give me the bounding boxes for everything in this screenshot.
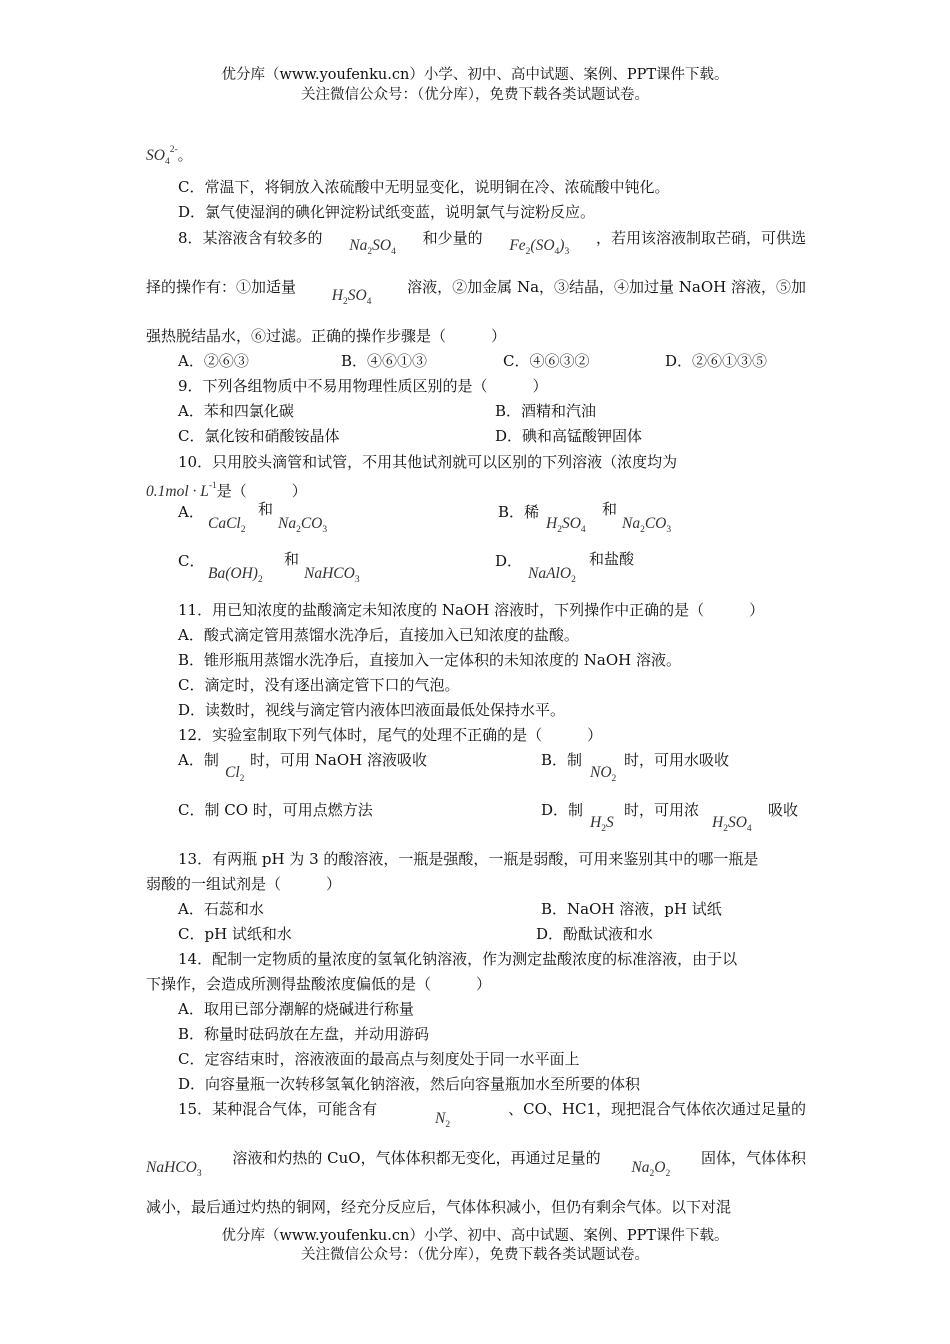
q8-stem-line-1: 8．某溶液含有较多的 $Na_2SO_4$ 和少量的 $Fe_2(SO_4)_3$ ，若用该溶液制取芒硝，可供选	[178, 228, 806, 254]
q10-option-b-and: 和	[602, 500, 618, 518]
q14-stem-2: 下操作，会造成所测得盐酸浓度偏低的是（ ）	[146, 975, 492, 993]
q12-option-a: A．制	[178, 751, 219, 769]
q12-option-d-text: 时，可用浓	[624, 801, 700, 819]
q10-option-b: B．稀	[498, 503, 540, 521]
q8-option-b: B．④⑥①③	[341, 352, 428, 370]
formula-fe2so43: $Fe_2(SO_4)_3$	[509, 237, 570, 257]
q12-option-b: B．制	[541, 751, 583, 769]
q13-option-c: C．pH 试纸和水	[178, 925, 292, 943]
q10-option-a-formula-2: $Na_2CO_3$	[278, 515, 328, 535]
q12-option-a-formula: $Cl_2$	[225, 764, 245, 784]
q10-stem: 10．只用胶头滴管和试管，不用其他试剂就可以区别的下列溶液（浓度均为	[178, 453, 678, 471]
q10-option-b-formula-1: $H_2SO_4$	[546, 515, 586, 535]
q10-option-a: A．	[178, 503, 204, 521]
q9-option-c: C．氯化铵和硝酸铵晶体	[178, 427, 340, 445]
q14-option-a: A．取用已部分潮解的烧碱进行称量	[178, 1000, 414, 1018]
q10-option-d: D．	[495, 552, 523, 570]
q9-option-d: D．碘和高锰酸钾固体	[495, 427, 643, 445]
q9-option-b: B．酒精和汽油	[495, 402, 597, 420]
q13-stem-1: 13．有两瓶 pH 为 3 的酸溶液，一瓶是强酸，一瓶是弱酸，可用来鉴别其中的哪一瓶是	[178, 850, 759, 868]
q7-option-c: C．常温下，将铜放入浓硫酸中无明显变化，说明铜在冷、浓硫酸中钝化。	[178, 178, 670, 196]
q13-option-b: B．NaOH 溶液，pH 试纸	[541, 900, 722, 918]
q8-stem-line-2: 择的操作有：①加适量 $H_2SO_4$ 溶液，②加金属 Na，③结晶，④加过量 NaOH 溶液，⑤加	[146, 277, 806, 303]
q12-option-d-end: 吸收	[768, 801, 799, 819]
q10-option-c-formula-1: $Ba(OH)_2$	[208, 565, 263, 585]
q10-option-c-and: 和	[284, 550, 300, 568]
formula-h2so4: $H_2SO_4$	[331, 287, 372, 307]
q9-stem: 9．下列各组物质中不易用物理性质区别的是（ ）	[178, 377, 548, 395]
formula-na2o2: $Na_2O_2$	[631, 1159, 671, 1179]
formula-so4: $SO_4^{2-}$	[146, 145, 178, 167]
q12-option-d: D．制	[541, 801, 584, 819]
q11-option-c: C．滴定时，没有逐出滴定管下口的气泡。	[178, 676, 460, 694]
footer-line-1: 优分库（www.youfenku.cn）小学、初中、高中试题、案例、PPT课件下载。	[221, 1228, 729, 1244]
q11-option-b: B．锥形瓶用蒸馏水洗净后，直接加入一定体积的未知浓度的 NaOH 溶液。	[178, 651, 682, 669]
footer-line-2: 关注微信公众号：（优分库），免费下载各类试题试卷。	[301, 1247, 649, 1263]
q7-option-d: D．氯气使湿润的碘化钾淀粉试纸变蓝，说明氯气与淀粉反应。	[178, 203, 596, 221]
q12-option-a-text: 时，可用 NaOH 溶液吸收	[250, 751, 427, 769]
q13-stem-2: 弱酸的一组试剂是（ ）	[146, 875, 342, 893]
q15-stem-line-1: 15．某种混合气体，可能含有 $N_2$ 、CO、HC1，现把混合气体依次通过足量的	[178, 1099, 806, 1125]
q10-option-b-formula-2: $Na_2CO_3$	[622, 515, 672, 535]
q10-option-c-formula-2: NaHCO$_3$	[304, 565, 360, 585]
header-line-2: 关注微信公众号：（优分库），免费下载各类试题试卷。	[301, 87, 649, 103]
q15-stem-line-2: NaHCO$_3$ 溶液和灼热的 CuO，气体体积都无变化，再通过足量的 $Na_2O_2$ 固体，气体体积	[146, 1148, 806, 1174]
q11-stem: 11．用已知浓度的盐酸滴定未知浓度的 NaOH 溶液时，下列操作中正确的是（ ）	[178, 601, 765, 619]
q13-option-a: A．石蕊和水	[178, 900, 264, 918]
q10-option-a-formula-1: CaCl$_2$	[208, 515, 246, 535]
q10-stem-2: $0.1mol \cdot L^{-1}$是（ ）	[146, 481, 307, 500]
q10-option-d-hcl: 和盐酸	[589, 550, 635, 568]
q7-continuation: $SO_4^{2-}$。	[146, 145, 193, 167]
header-line-1: 优分库（www.youfenku.cn）小学、初中、高中试题、案例、PPT课件下载。	[221, 67, 729, 83]
q10-option-d-formula: NaAlO$_2$	[528, 565, 576, 585]
q12-option-b-text: 时，可用水吸收	[624, 751, 730, 769]
q8-option-a: A．②⑥③	[178, 352, 249, 370]
q10-option-c: C．	[178, 552, 205, 570]
q12-option-d-formula-2: $H_2SO_4$	[712, 814, 752, 834]
q9-option-a: A．苯和四氯化碳	[178, 402, 294, 420]
q11-option-d: D．读数时，视线与滴定管内液体凹液面最低处保持水平。	[178, 701, 566, 719]
q8-stem-line-3: 强热脱结晶水，⑥过滤。正确的操作步骤是（ ）	[146, 327, 507, 345]
q14-option-c: C．定容结束时，溶液液面的最高点与刻度处于同一水平面上	[178, 1050, 580, 1068]
q11-option-a: A．酸式滴定管用蒸馏水洗净后，直接加入已知浓度的盐酸。	[178, 626, 579, 644]
q13-option-d: D．酚酞试液和水	[536, 925, 654, 943]
q12-option-b-formula: $NO_2$	[590, 764, 617, 784]
formula-n2: $N_2$	[435, 1110, 451, 1130]
formula-concentration: $0.1mol \cdot L^{-1}$	[146, 481, 217, 500]
formula-nahco3: NaHCO$_3$	[146, 1159, 202, 1179]
q10-option-a-and: 和	[258, 500, 274, 518]
q8-option-d: D．②⑥①③⑤	[665, 352, 768, 370]
q14-stem-1: 14．配制一定物质的量浓度的氢氧化钠溶液，作为测定盐酸浓度的标准溶液，由于以	[178, 950, 738, 968]
q8-option-c: C．④⑥③②	[503, 352, 590, 370]
q12-option-d-formula-1: $H_2S$	[590, 814, 614, 834]
q15-stem-line-3: 减小，最后通过灼热的铜网，经充分反应后，气体体积减小，但仍有剩余气体。以下对混	[146, 1198, 732, 1216]
q12-stem: 12．实验室制取下列气体时，尾气的处理不正确的是（ ）	[178, 726, 603, 744]
q14-option-d: D．向容量瓶一次转移氢氧化钠溶液，然后向容量瓶加水至所要的体积	[178, 1075, 641, 1093]
q14-option-b: B．称量时砝码放在左盘，并动用游码	[178, 1025, 430, 1043]
q12-option-c: C．制 CO 时，可用点燃方法	[178, 801, 373, 819]
formula-na2so4: $Na_2SO_4$	[349, 237, 396, 257]
